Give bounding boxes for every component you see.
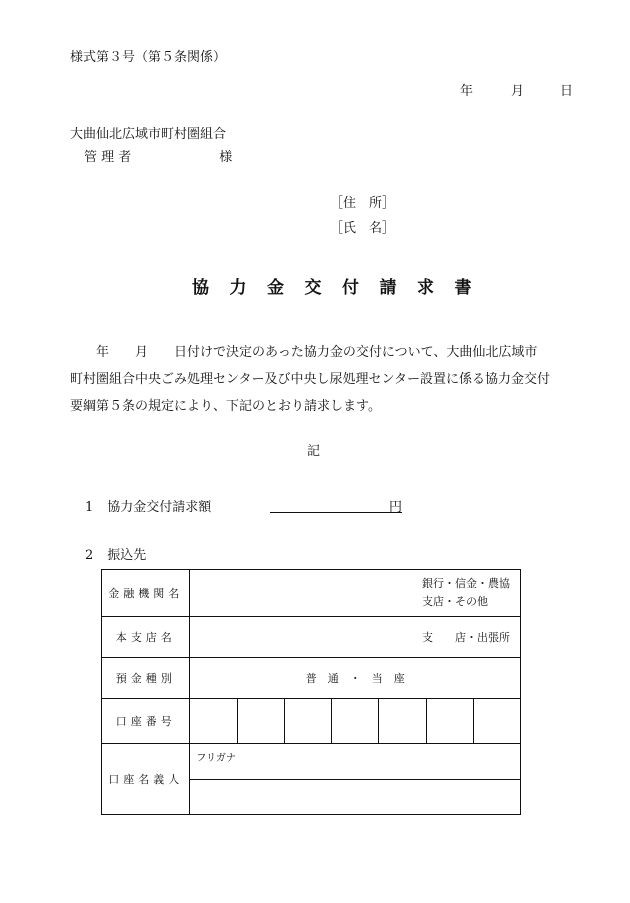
bank-table [101,569,521,815]
institution-label: 金融機関名 [102,570,190,617]
deposit-label: 預金種別 [102,658,190,699]
recipient-organization: 大曲仙北広域市町村圏組合 [70,127,227,142]
account-digit-2[interactable] [237,699,284,744]
branch-label: 本支店名 [102,617,190,658]
branch-field[interactable] [190,617,521,658]
deposit-options[interactable]: 普 通 ・ 当 座 [190,658,521,699]
item-2-label: 振込先 [107,548,147,563]
furigana-field[interactable] [190,744,521,780]
account-digit-3[interactable] [284,699,331,744]
institution-type-line2: 支店・その他 [422,595,488,608]
deposit-row [102,658,521,699]
account-digit-7[interactable] [473,699,520,744]
account-number-row [102,699,521,744]
holder-row [102,744,521,780]
account-digit-6[interactable] [426,699,473,744]
address-label: ［住 所］ [330,196,396,211]
date-line [460,80,573,99]
item-2 [85,544,146,563]
holder-label: 口座名義人 [102,744,190,815]
manager-title: 管 理 者 [84,150,132,165]
account-digit-1[interactable] [190,699,237,744]
institution-field[interactable] [190,570,521,617]
recipient-manager [84,146,232,165]
item-1 [85,496,211,515]
institution-row [102,570,521,617]
holder-name-field[interactable] [190,780,521,815]
name-label: ［氏 名］ [330,221,396,236]
branch-type: 支 店・出張所 [422,631,510,644]
amount-unit: 円 [388,500,402,515]
body-line-2: 町村圏組合中央ごみ処理センター及び中央し尿処理センター設置に係る協力金交付 [70,372,550,387]
item-1-number: 1 [85,500,94,515]
date-month: 月 [511,84,525,99]
ki-heading: 記 [307,444,321,459]
amount-field[interactable] [270,496,402,513]
branch-row [102,617,521,658]
item-1-label: 協力金交付請求額 [107,500,212,515]
body-line-1: 年 月 日付けで決定のあった協力金の交付について、大曲仙北広域市 [70,345,538,360]
honorific: 様 [219,150,233,165]
account-number-label: 口座番号 [102,699,190,744]
document-title: 協力金交付請求書 [192,278,492,298]
account-digit-5[interactable] [379,699,426,744]
body-line-3: 要綱第５条の規定により、下記のとおり請求します。 [70,399,381,414]
item-2-number: 2 [85,548,94,563]
body-text [70,339,570,420]
furigana-label: フリガナ [196,753,236,764]
form-number: 様式第３号（第５条関係） [70,50,227,65]
date-year: 年 [460,84,474,99]
account-digit-4[interactable] [332,699,379,744]
date-day: 日 [560,84,574,99]
institution-type-line1: 銀行・信金・農協 [422,577,510,590]
